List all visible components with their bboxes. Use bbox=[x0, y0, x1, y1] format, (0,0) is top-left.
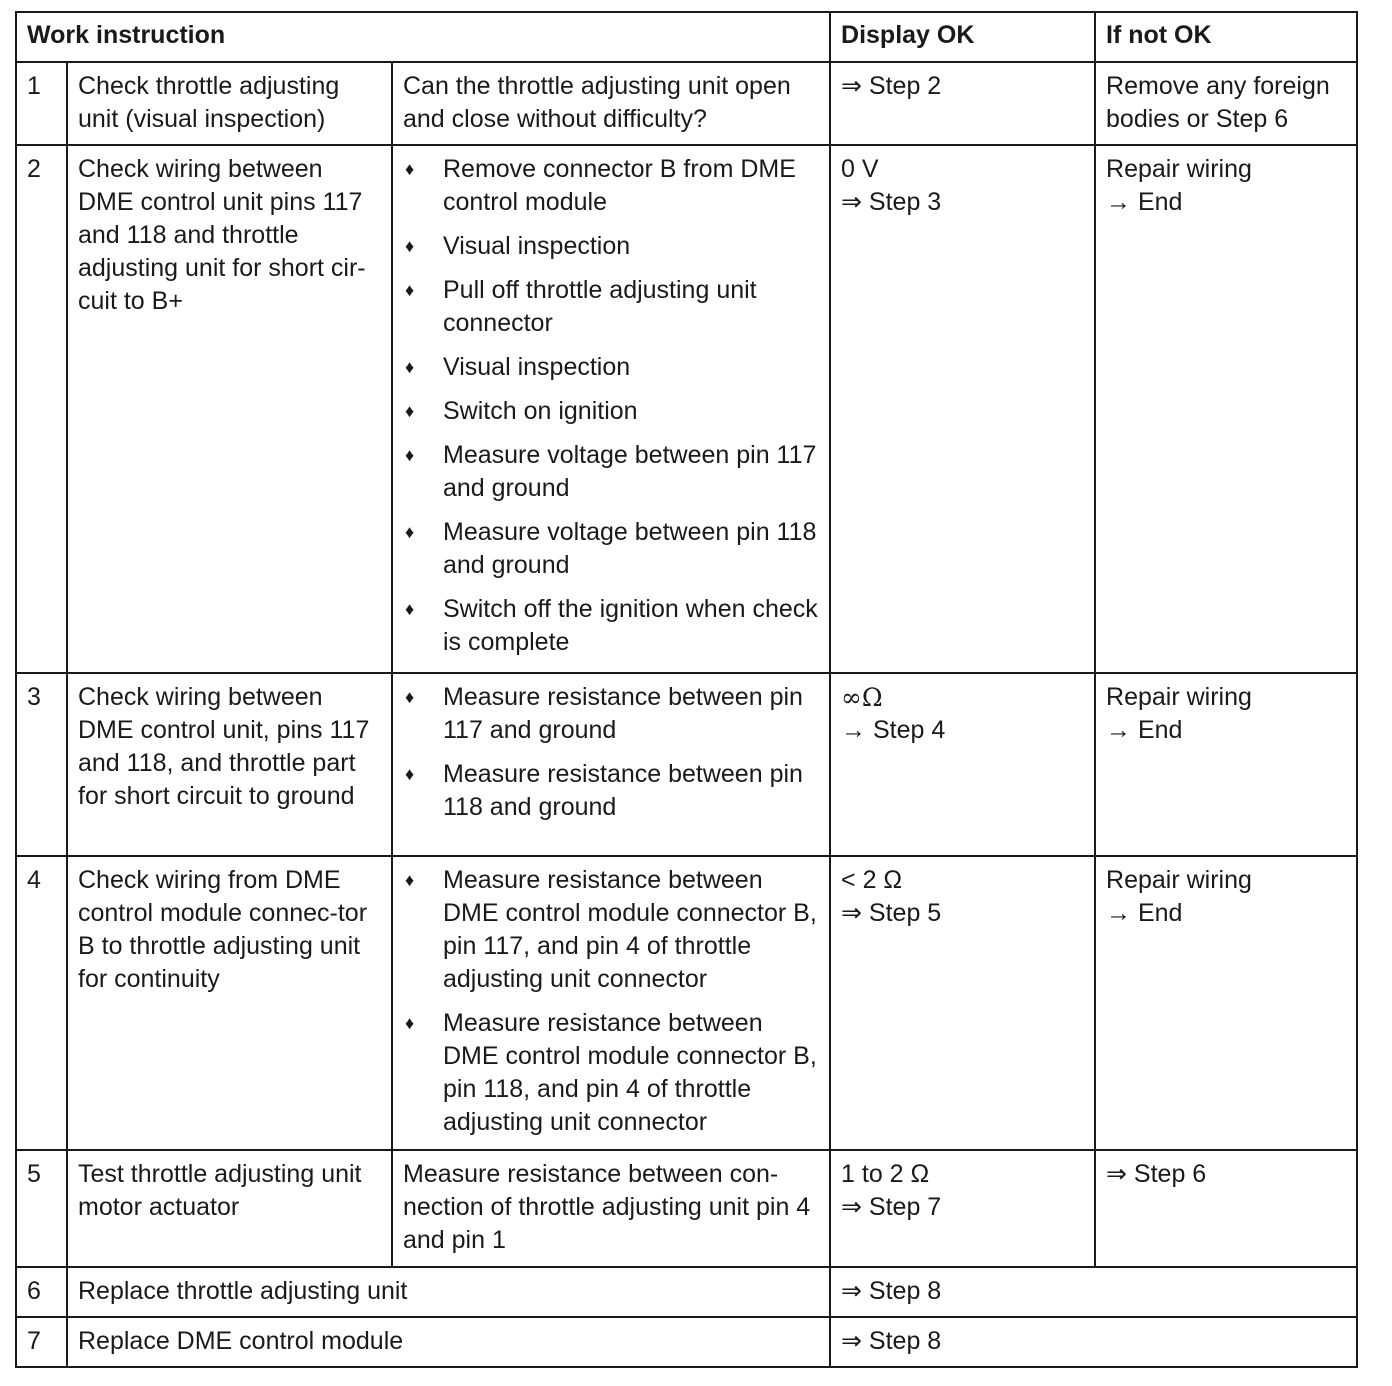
display-ok-cell bbox=[830, 673, 1095, 856]
table-row bbox=[16, 62, 1357, 145]
display-ok-value: 1 to 2 Ω bbox=[841, 1160, 930, 1188]
procedure-list bbox=[403, 864, 820, 1139]
list-item: ♦ Measure voltage between pin 117 and ground bbox=[403, 439, 820, 505]
step-task: Check wiring from DME control module connec-tor B to throttle adjusting unit for continuity bbox=[67, 856, 392, 1150]
display-ok-cell bbox=[830, 1267, 1357, 1317]
display-ok-next-step: ⇒ Step 8 bbox=[841, 1327, 942, 1355]
if-not-ok-value: Remove any foreign bodies or Step 6 bbox=[1106, 72, 1330, 133]
table-row bbox=[16, 145, 1357, 673]
list-item: ♦ Measure resistance between pin 118 and ground bbox=[403, 758, 820, 824]
step-task: Replace DME control module bbox=[67, 1317, 830, 1367]
step-number: 4 bbox=[16, 856, 67, 1150]
if-not-ok-cell bbox=[1095, 145, 1357, 673]
step-number: 3 bbox=[16, 673, 67, 856]
header-display-ok: Display OK bbox=[830, 12, 1095, 62]
table-row bbox=[16, 856, 1357, 1150]
work-instruction-table bbox=[15, 11, 1358, 1368]
display-ok-value: ⇒ Step 2 bbox=[841, 72, 942, 100]
list-item: ♦ Pull off throttle adjusting unit connector bbox=[403, 274, 820, 340]
step-number: 2 bbox=[16, 145, 67, 673]
if-not-ok-value: ⇒ Step 6 bbox=[1106, 1160, 1207, 1188]
list-item: ♦ Remove connector B from DME control module bbox=[403, 153, 820, 219]
list-item: ♦ Visual inspection bbox=[403, 351, 820, 384]
step-detail: Can the throttle adjusting unit open and close without difficulty? bbox=[392, 62, 830, 145]
step-task: Check throttle adjusting unit (visual inspection) bbox=[67, 62, 392, 145]
procedure-list bbox=[403, 153, 820, 659]
display-ok-value: ∞Ω bbox=[841, 683, 883, 712]
table-row bbox=[16, 1150, 1357, 1267]
display-ok-next-step: → Step 4 bbox=[841, 716, 946, 744]
if-not-ok-value: Repair wiring bbox=[1106, 866, 1252, 894]
list-item: ♦ Measure voltage between pin 118 and ground bbox=[403, 516, 820, 582]
display-ok-cell bbox=[830, 62, 1095, 145]
if-not-ok-value: Repair wiring bbox=[1106, 155, 1252, 183]
procedure-list bbox=[403, 681, 820, 824]
list-item: ♦ Switch on ignition bbox=[403, 395, 820, 428]
list-item: ♦ Measure resistance between DME control module connector B, pin 117, and pin 4 of throttle adjusting unit connector bbox=[403, 864, 820, 996]
step-detail: Measure resistance between con-nection of throttle adjusting unit pin 4 and pin 1 bbox=[392, 1150, 830, 1267]
list-item: ♦ Measure resistance between DME control module connector B, pin 118, and pin 4 of throttle adjusting unit connector bbox=[403, 1007, 820, 1139]
display-ok-next-step: ⇒ Step 8 bbox=[841, 1277, 942, 1305]
if-not-ok-value: Repair wiring bbox=[1106, 683, 1252, 711]
table-row bbox=[16, 1317, 1357, 1367]
step-task: Test throttle adjusting unit motor actuator bbox=[67, 1150, 392, 1267]
if-not-ok-cell bbox=[1095, 673, 1357, 856]
step-number: 5 bbox=[16, 1150, 67, 1267]
if-not-ok-cell bbox=[1095, 62, 1357, 145]
table-header-row bbox=[16, 12, 1357, 62]
header-if-not-ok: If not OK bbox=[1095, 12, 1357, 62]
if-not-ok-next-step: → End bbox=[1106, 716, 1183, 744]
display-ok-next-step: ⇒ Step 5 bbox=[841, 899, 942, 927]
step-number: 6 bbox=[16, 1267, 67, 1317]
display-ok-value: 0 V bbox=[841, 155, 879, 183]
display-ok-cell bbox=[830, 856, 1095, 1150]
step-number: 1 bbox=[16, 62, 67, 145]
if-not-ok-next-step: → End bbox=[1106, 188, 1183, 216]
if-not-ok-cell bbox=[1095, 856, 1357, 1150]
list-item: ♦ Switch off the ignition when check is complete bbox=[403, 593, 820, 659]
display-ok-cell bbox=[830, 145, 1095, 673]
step-detail bbox=[392, 145, 830, 673]
list-item: ♦ Visual inspection bbox=[403, 230, 820, 263]
display-ok-value: < 2 Ω bbox=[841, 866, 903, 894]
display-ok-cell bbox=[830, 1317, 1357, 1367]
step-detail bbox=[392, 856, 830, 1150]
header-work-instruction: Work instruction bbox=[16, 12, 830, 62]
step-task: Check wiring between DME control unit, pins 117 and 118, and throttle part for short circuit to ground bbox=[67, 673, 392, 856]
if-not-ok-next-step: → End bbox=[1106, 899, 1183, 927]
step-task: Replace throttle adjusting unit bbox=[67, 1267, 830, 1317]
step-detail bbox=[392, 673, 830, 856]
list-item: ♦ Measure resistance between pin 117 and ground bbox=[403, 681, 820, 747]
if-not-ok-cell bbox=[1095, 1150, 1357, 1267]
table-row bbox=[16, 673, 1357, 856]
display-ok-cell bbox=[830, 1150, 1095, 1267]
step-task: Check wiring between DME control unit pins 117 and 118 and throttle adjusting unit for short cir-cuit to B+ bbox=[67, 145, 392, 673]
display-ok-next-step: ⇒ Step 7 bbox=[841, 1193, 942, 1221]
step-number: 7 bbox=[16, 1317, 67, 1367]
display-ok-next-step: ⇒ Step 3 bbox=[841, 188, 942, 216]
table-row bbox=[16, 1267, 1357, 1317]
